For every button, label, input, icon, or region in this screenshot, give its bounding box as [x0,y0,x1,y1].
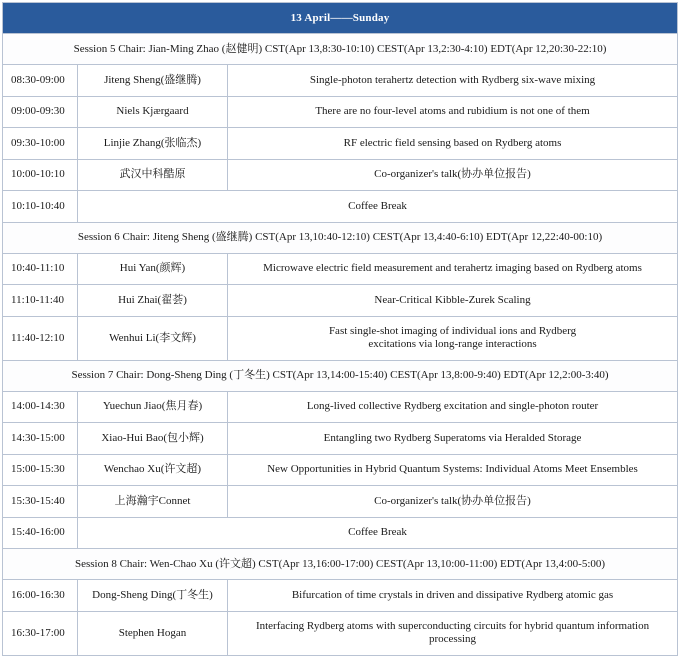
talk-title: RF electric field sensing based on Rydberg atoms [228,128,678,160]
session-header-row [3,34,678,65]
talk-row [3,486,678,518]
speaker-name: 武汉中科酷原 [78,159,228,191]
time-slot: 11:40-12:10 [3,316,78,360]
time-slot: 10:10-10:40 [3,191,78,223]
time-slot: 16:00-16:30 [3,580,78,612]
session-header: Session 6 Chair: Jiteng Sheng (盛继腾) CST(Apr 13,10:40-12:10) CEST(Apr 13,4:40-6:10) EDT(Apr 12,22:40-00:10) [3,222,678,253]
speaker-name: 上海瀚宇Connet [78,486,228,518]
talk-title-line: processing [428,633,477,645]
time-slot: 08:30-09:00 [3,65,78,97]
break-label: Coffee Break [78,191,678,223]
session-header-row [3,360,678,391]
talk-row [3,96,678,128]
speaker-name: Xiao-Hui Bao(包小辉) [78,423,228,455]
day-header: 13 April——Sunday [3,3,678,34]
talk-title: Bifurcation of time crystals in driven and dissipative Rydberg atomic gas [228,580,678,612]
talk-title: Co-organizer's talk(协办单位报告) [228,159,678,191]
time-slot: 16:30-17:00 [3,611,78,655]
break-row [3,191,678,223]
talk-row [3,65,678,97]
time-slot: 14:00-14:30 [3,391,78,423]
talk-row [3,159,678,191]
talk-title-line: Interfacing Rydberg atoms with superconducting circuits for hybrid quantum information [255,620,650,632]
talk-title: Long-lived collective Rydberg excitation and single-photon router [228,391,678,423]
time-slot: 09:00-09:30 [3,96,78,128]
session-header: Session 5 Chair: Jian-Ming Zhao (赵健明) CST(Apr 13,8:30-10:10) CEST(Apr 13,2:30-4:10) EDT(Apr 12,20:30-22:10) [3,34,678,65]
speaker-name: Linjie Zhang(张临杰) [78,128,228,160]
time-slot: 11:10-11:40 [3,285,78,317]
time-slot: 09:30-10:00 [3,128,78,160]
speaker-name: Hui Yan(颜辉) [78,253,228,285]
talk-title-line: Fast single-shot imaging of individual ions and Rydberg [328,325,577,337]
session-header: Session 8 Chair: Wen-Chao Xu (许文超) CST(Apr 13,16:00-17:00) CEST(Apr 13,10:00-11:00) EDT(Apr 13,4:00-5:00) [3,549,678,580]
talk-title: Co-organizer's talk(协办单位报告) [228,486,678,518]
speaker-name: Dong-Sheng Ding(丁冬生) [78,580,228,612]
time-slot: 15:00-15:30 [3,454,78,486]
talk-row [3,580,678,612]
talk-title: There are no four-level atoms and rubidium is not one of them [228,96,678,128]
talk-title: New Opportunities in Hybrid Quantum Systems: Individual Atoms Meet Ensembles [228,454,678,486]
talk-row [3,128,678,160]
speaker-name: Hui Zhai(翟荟) [78,285,228,317]
schedule-table [2,2,678,656]
speaker-name: Jiteng Sheng(盛继腾) [78,65,228,97]
time-slot: 10:00-10:10 [3,159,78,191]
day-header-row [3,3,678,34]
talk-title [228,611,678,655]
speaker-name: Wenhui Li(李文辉) [78,316,228,360]
speaker-name: Yuechun Jiao(焦月春) [78,391,228,423]
talk-row [3,423,678,455]
break-label: Coffee Break [78,517,678,549]
talk-row [3,253,678,285]
time-slot: 15:30-15:40 [3,486,78,518]
session-header: Session 7 Chair: Dong-Sheng Ding (丁冬生) CST(Apr 13,14:00-15:40) CEST(Apr 13,8:00-9:40) EDT(Apr 12,2:00-3:40) [3,360,678,391]
talk-row [3,611,678,655]
talk-title: Microwave electric field measurement and terahertz imaging based on Rydberg atoms [228,253,678,285]
talk-title: Single-photon terahertz detection with Rydberg six-wave mixing [228,65,678,97]
talk-title: Near-Critical Kibble-Zurek Scaling [228,285,678,317]
talk-title-line: excitations via long-range interactions [368,338,537,350]
session-header-row [3,222,678,253]
session-header-row [3,549,678,580]
talk-row [3,285,678,317]
talk-row [3,391,678,423]
speaker-name: Niels Kjærgaard [78,96,228,128]
time-slot: 10:40-11:10 [3,253,78,285]
talk-title: Entangling two Rydberg Superatoms via Heralded Storage [228,423,678,455]
time-slot: 15:40-16:00 [3,517,78,549]
speaker-name: Stephen Hogan [78,611,228,655]
talk-row [3,454,678,486]
time-slot: 14:30-15:00 [3,423,78,455]
talk-title [228,316,678,360]
talk-row [3,316,678,360]
speaker-name: Wenchao Xu(许文超) [78,454,228,486]
break-row [3,517,678,549]
